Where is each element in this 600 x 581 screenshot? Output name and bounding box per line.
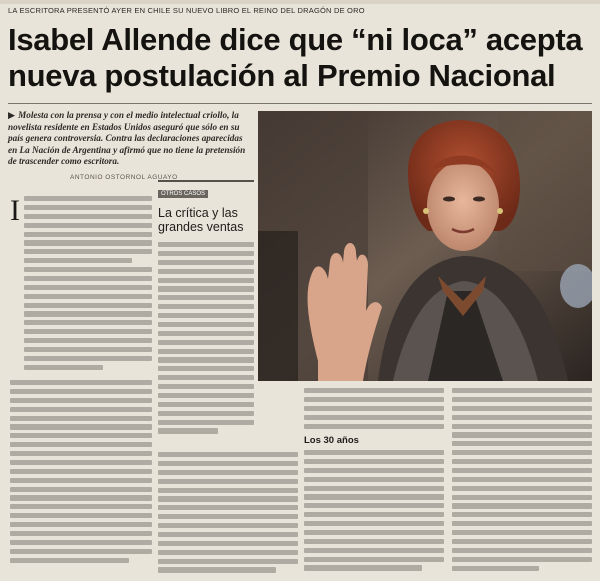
sidebar-box bbox=[158, 180, 254, 448]
body-column-1-lower bbox=[10, 380, 152, 566]
page-edge bbox=[0, 0, 600, 4]
body-column-2 bbox=[158, 452, 298, 576]
body-column-4 bbox=[452, 388, 592, 574]
body-column-3-lower bbox=[304, 450, 444, 574]
article-lead bbox=[8, 110, 252, 168]
lead-arrow-icon: ▶ bbox=[8, 110, 16, 120]
article-photo bbox=[258, 111, 592, 381]
body-column-3 bbox=[304, 388, 444, 432]
body-column-1 bbox=[24, 196, 152, 374]
drop-cap: I bbox=[10, 194, 20, 227]
article-kicker: LA ESCRITORA PRESENTÓ AYER EN CHILE SU NUEVO LIBRO EL REINO DEL DRAGÓN DE ORO bbox=[8, 6, 365, 15]
lead-text: Molesta con la prensa y con el medio intelectual criollo, la novelista residente en Estados Unidos aseguró que sólo en su país genera controversia. Contra las declaraciones aparecidas en La Nación de Argentina y afirmó que no tiene la pretensión de trascender como escritora. bbox=[8, 110, 246, 167]
portrait-photo-icon bbox=[258, 111, 592, 381]
headline-divider bbox=[8, 103, 592, 104]
sidebar-tag: OTROS CASOS bbox=[158, 190, 208, 198]
sidebar-title: La crítica y las grandes ventas bbox=[158, 206, 244, 234]
article-headline: Isabel Allende dice que “ni loca” acepta nueva postulación al Premio Nacional bbox=[8, 22, 583, 93]
section-subhead: Los 30 años bbox=[304, 435, 359, 446]
article-byline: ANTONIO OSTORNOL AGUAYO bbox=[70, 174, 178, 181]
